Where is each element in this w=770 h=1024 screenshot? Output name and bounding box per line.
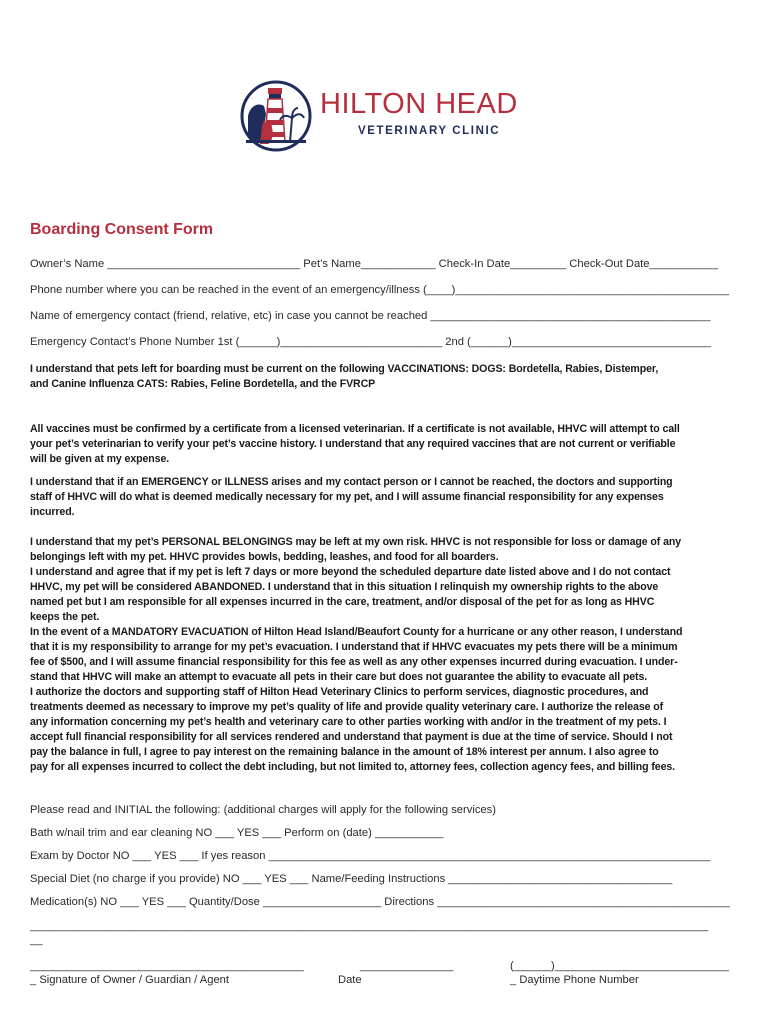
- blank-notes-line[interactable]: _____________________________________________________________________________________________________________: [30, 920, 709, 932]
- owner-signature-label: _ Signature of Owner / Guardian / Agent: [30, 974, 230, 986]
- initial-instructions: Please read and INITIAL the following: (additional charges will apply for the following services): [30, 804, 496, 816]
- emergency-contact-name-field[interactable]: Name of emergency contact (friend, relative, etc) in case you cannot be reached _____________________________________________: [30, 310, 711, 322]
- clinic-logo: [238, 76, 538, 156]
- blank-notes-line-end: __: [30, 934, 43, 946]
- medication-field[interactable]: Medication(s) NO ___ YES ___ Quantity/Dose ___________________ Directions _______________________________________________: [30, 896, 730, 908]
- clinic-subtitle: VETERINARY CLINIC: [358, 125, 501, 137]
- certificate-paragraph: All vaccines must be confirmed by a certificate from a licensed veterinarian. If a certificate is not available, HHVC will attempt to call your pet’s veterinarian to verify your pet’s vaccine history. I understand that any required vaccines that are not current or verifiable will be given at my expense.: [30, 423, 680, 465]
- owner-signature-line[interactable]: ____________________________________________: [30, 960, 304, 972]
- owner-pet-dates-field[interactable]: Owner’s Name _______________________________ Pet’s Name____________ Check-In Date_________ Check-Out Date___________: [30, 258, 718, 270]
- daytime-phone-line[interactable]: (______)____________________________: [510, 960, 729, 972]
- date-line[interactable]: _______________: [360, 960, 454, 972]
- phone-number-field[interactable]: Phone number where you can be reached in the event of an emergency/illness (____)____________________________________________: [30, 284, 730, 296]
- date-label: Date: [338, 974, 362, 986]
- emergency-contact-phone-field[interactable]: Emergency Contact’s Phone Number 1st (______)__________________________ 2nd (______)________________________________: [30, 336, 711, 348]
- exam-service-field[interactable]: Exam by Doctor NO ___ YES ___ If yes reason _______________________________________________________________________: [30, 850, 711, 862]
- clinic-name: HILTON HEAD: [320, 88, 518, 120]
- consent-terms-paragraph: I understand that my pet’s PERSONAL BELONGINGS may be left at my own risk. HHVC is not responsible for loss or damage of any belongings left with my pet. HHVC provides bowls, bedding, leashes, and food for all boarders. I understand and agree that if my pet is left 7 days or more beyond the scheduled departure date listed above and I do not contact HHVC, my pet will be considered ABANDONED. I understand that in this situation I relinquish my ownership rights to the above named pet but I am responsible for all expenses incurred in the care, treatment, and/or disposal of the pet for as long as HHVC keeps the pet. In the event of a MANDATORY EVACUATION of Hilton Head Island/Beaufort County for a hurricane or any other reason, I understand that it is my responsibility to arrange for my pet’s evacuation. I understand that if HHVC evacuates my pets there will be a minimum fee of $500, and I will assume financial responsibility for this fee as well as any other expenses incurred during evacuation. I under- stand that HHVC will make an attempt to evacuate all pets in their care but does not guarantee the ability to evacuate all pets. I authorize the doctors and supporting staff of Hilton Head Veterinary Clinics to perform services, diagnostic procedures, and treatments deemed as necessary to improve my pet’s quality of life and provide quality veterinary care. I authorize the release of any information concerning my pet’s health and veterinary care to other parties working with and/or in the treatment of my pets. I accept full financial responsibility for all services rendered and understand that payment is due at the time of service. Should I not pay the balance in full, I agree to pay interest on the remaining balance in the amount of 18% interest per annum. I also agree to pay for all expenses incurred to collect the debt including, but not limited to, attorney fees, collection agency fees, and billing fees.: [30, 536, 683, 773]
- special-diet-field[interactable]: Special Diet (no charge if you provide) NO ___ YES ___ Name/Feeding Instructions ____________________________________: [30, 873, 673, 885]
- bath-service-field[interactable]: Bath w/nail trim and ear cleaning NO ___ YES ___ Perform on (date) ___________: [30, 827, 444, 839]
- daytime-phone-label: _ Daytime Phone Number: [510, 974, 639, 986]
- lighthouse-emblem-icon: [238, 76, 314, 156]
- form-title: Boarding Consent Form: [30, 221, 214, 238]
- emergency-illness-paragraph: I understand that if an EMERGENCY or ILLNESS arises and my contact person or I cannot be reached, the doctors and supporting staff of HHVC will do what is deemed medically necessary for my pet, and I will assume financial responsibility for any expenses incurred.: [30, 476, 673, 518]
- vaccination-paragraph: I understand that pets left for boarding must be current on the following VACCINATIONS: DOGS: Bordetella, Rabies, Distemper, and Canine Influenza CATS: Rabies, Feline Bordetella, and the FVRCP: [30, 363, 659, 390]
